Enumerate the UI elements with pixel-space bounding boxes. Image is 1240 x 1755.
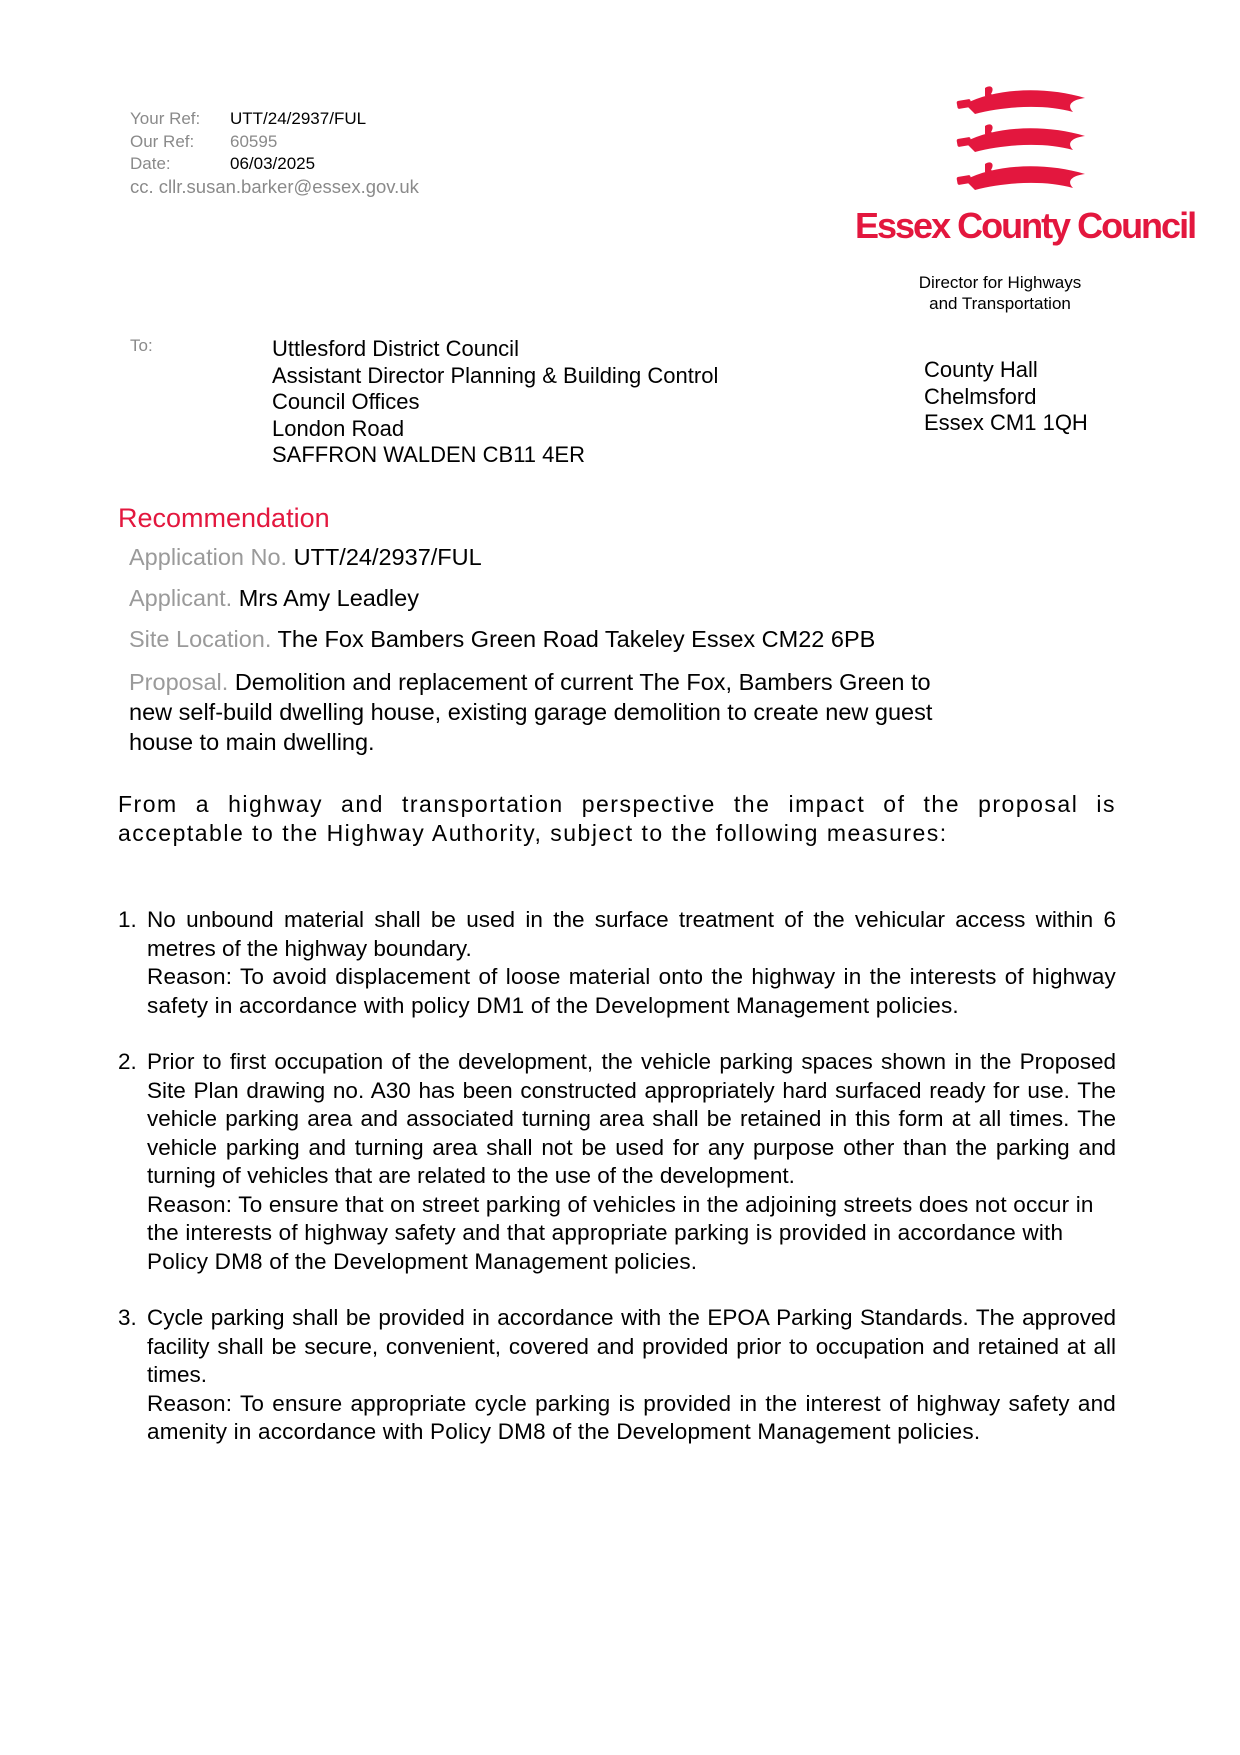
condition-number: 1. <box>118 907 137 932</box>
condition-item <box>118 1048 1116 1276</box>
application-value: UTT/24/2937/FUL <box>293 544 482 570</box>
proposal-label: Proposal. <box>129 669 229 695</box>
site-location-field <box>129 624 875 654</box>
condition-body <box>147 1048 1116 1276</box>
sender-line: County Hall <box>924 357 1038 382</box>
essex-county-council-logo-text: Essex County Council <box>855 205 1196 246</box>
your-ref-label: Your Ref: <box>130 109 201 128</box>
condition-reason: Reason: To avoid displacement of loose material onto the highway in the interests of highway safety in accordance with policy DM1 of the Development Management policies. <box>147 964 1116 1018</box>
condition-text: Cycle parking shall be provided in accordance with the EPOA Parking Standards. The approved facility shall be secure, convenient, covered and provided prior to occupation and retained at all times. <box>147 1305 1116 1387</box>
applicant-field <box>129 583 419 613</box>
condition-item <box>118 1304 1116 1447</box>
to-label: To: <box>130 336 153 355</box>
recipient-line: London Road <box>272 415 405 441</box>
condition-body <box>147 1304 1116 1447</box>
director-line-1: Director for Highways <box>918 273 1082 292</box>
sender-line: Essex CM1 1QH <box>924 410 1088 435</box>
condition-number: 3. <box>118 1305 137 1330</box>
condition-item <box>118 906 1116 1020</box>
intro-paragraph: From a highway and transportation perspective the impact of the proposal is acceptable to the Highway Authority, subject to the following measures: <box>118 791 1116 846</box>
condition-reason: Reason: To ensure that on street parking of vehicles in the adjoining streets does not occur in the interests of highway safety and that appropriate parking is provided in accordance with Policy DM8 of the Development Management policies. <box>147 1191 1094 1274</box>
applicant-label: Applicant. <box>129 585 233 611</box>
date-value: 06/03/2025 <box>230 154 316 173</box>
condition-text: No unbound material shall be used in the surface treatment of the vehicular access within 6 metres of the highway boundary. <box>147 907 1116 961</box>
your-ref-value: UTT/24/2937/FUL <box>230 109 367 128</box>
proposal-field <box>129 667 969 757</box>
sender-line: Chelmsford <box>924 383 1037 409</box>
recipient-address <box>272 336 718 469</box>
our-ref-value: 60595 <box>230 131 278 151</box>
recipient-line: Assistant Director Planning & Building Control <box>272 362 719 388</box>
recipient-line: SAFFRON WALDEN CB11 4ER <box>272 442 585 467</box>
your-ref-row <box>130 108 419 131</box>
reference-block <box>130 108 419 198</box>
our-ref-row <box>130 131 419 154</box>
director-line-2: and Transportation <box>929 294 1071 313</box>
cc-line: cc. cllr.susan.barker@essex.gov.uk <box>130 175 419 197</box>
conditions-list <box>118 906 1116 1475</box>
proposal-value: Demolition and replacement of current The Fox, Bambers Green to new self-build dwelling house, existing garage demolition to create new guest house to main dwelling. <box>129 669 933 755</box>
recipient-line: Council Offices <box>272 389 420 414</box>
condition-body <box>147 906 1116 1020</box>
applicant-value: Mrs Amy Leadley <box>238 585 419 611</box>
our-ref-label: Our Ref: <box>130 131 195 151</box>
condition-reason: Reason: To ensure appropriate cycle parking is provided in the interest of highway safety and amenity in accordance with Policy DM8 of the Development Management policies. <box>147 1390 1116 1444</box>
condition-text: Prior to first occupation of the development, the vehicle parking spaces shown in the Proposed Site Plan drawing no. A30 has been constructed appropriately hard surfaced ready for use. The vehicle parking area and associated turning area shall be retained in this form at all times. The vehicle parking and turning area shall not be used for any purpose other than the parking and turning of vehicles that are related to the use of the development. <box>147 1049 1116 1188</box>
condition-number: 2. <box>118 1049 137 1074</box>
three-seaxes-icon <box>955 84 1095 202</box>
sender-address <box>924 357 1088 437</box>
director-title <box>880 272 1120 314</box>
date-row <box>130 153 419 176</box>
recipient-line: Uttlesford District Council <box>272 336 519 361</box>
date-label: Date: <box>130 154 171 173</box>
site-location-value: The Fox Bambers Green Road Takeley Essex CM22 6PB <box>277 626 876 652</box>
recommendation-heading: Recommendation <box>118 503 330 533</box>
application-number-field <box>129 542 482 572</box>
application-label: Application No. <box>129 544 288 570</box>
site-location-label: Site Location. <box>129 626 272 652</box>
